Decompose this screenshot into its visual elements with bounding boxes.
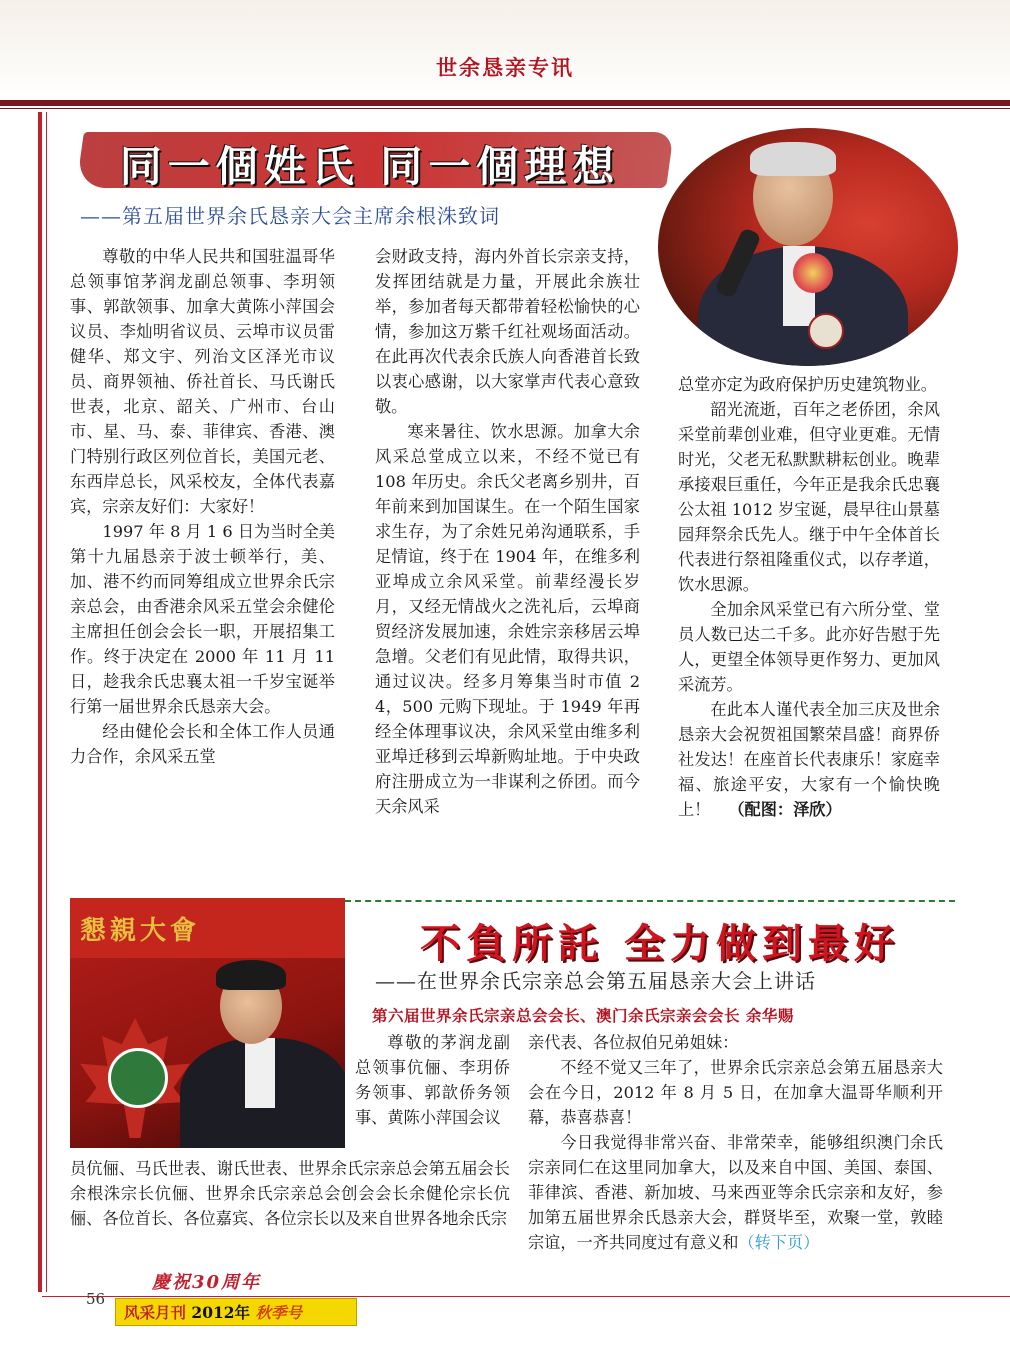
paragraph <box>528 1130 943 1255</box>
left-border-bar <box>38 112 42 1292</box>
header-title: 世余恳亲专讯 <box>436 55 574 80</box>
paragraph: 亲代表、各位叔伯兄弟姐妹： <box>528 1033 739 1052</box>
paragraph: 1997 年 8 月 1 6 日为当时全美第十九届恳亲于波士顿举行，美、加、港不约而同筹组成立世界余氏宗亲总会，由香港余风采五堂会余健伦主席担任创会会长一职，开展招集工作。终于决定在 2000 年 11 月 11 日，趁我余氏忠襄太祖一千岁宝诞举行第一届世界余氏恳亲大会。 <box>70 522 335 716</box>
banner-text: 懇親大會 <box>80 916 201 946</box>
article2-column-wide <box>70 1156 510 1231</box>
magazine-year: 2012年 <box>191 1303 251 1322</box>
emblem-icon <box>108 1048 168 1108</box>
corsage-icon <box>793 253 833 293</box>
article1-column-1 <box>70 244 335 769</box>
president-photo <box>70 898 345 1148</box>
footer-magazine-text <box>124 1301 302 1323</box>
paragraph: 经由健伦会长和全体工作人员通力合作，余风采五堂 <box>70 722 335 766</box>
section-divider <box>345 900 955 902</box>
article1-column-2 <box>375 244 640 819</box>
paragraph: 会财政支持，海内外首长宗亲支持，发挥团结就是力量，开展此余族壮举，参加者每天都带着轻松愉快的心情，参加这万紫千红社观场面活动。在此再次代表余氏族人向香港首长致以衷心感谢，以大家掌声代表心意致敬。 <box>375 247 640 416</box>
magazine-name: 风采月刊 <box>124 1303 187 1322</box>
article2-byline: 第六届世界余氏宗亲总会会长、澳门余氏宗亲会会长 余华赐 <box>372 1006 794 1025</box>
article1-subtitle: ——第五届世界余氏恳亲大会主席余根洙致词 <box>80 204 500 228</box>
paragraph: 尊敬的茅润龙副总领事伉俪、李玥侨务领事、郭歆侨务领事、黄陈小萍国会议 <box>355 1033 510 1127</box>
article1-title: 同一個姓氏 同一個理想 <box>119 142 621 191</box>
paragraph: 员伉俪、马氏世表、谢氏世表、世界余氏宗亲总会第五届会长余根洙宗长伉俪、世界余氏宗亲总会创会会长余健伦宗长伉俪、各位首长、各位嘉宾、各位宗长以及来自世界各地余氏宗 <box>70 1159 510 1228</box>
article1-column-3 <box>678 372 940 822</box>
article2-title: 不負所託 全力做到最好 <box>420 920 900 967</box>
paragraph <box>678 697 940 822</box>
page-number: 56 <box>86 1290 106 1308</box>
paragraph: 全加余风采堂已有六所分堂、堂员人数已达二千多。此亦好告慰于先人，更望全体领导更作努力、更加风采流芳。 <box>678 600 940 694</box>
paragraph: 寒来暑往、饮水思源。加拿大余风采总堂成立以来，不经不觉已有 108 年历史。余氏父老离乡别井，百年前来到加国谋生。在一个陌生国家求生存，为了余姓兄弟沟通联系，手足情谊，终于在 1904 年，在维多利亚埠成立余风采堂。前辈经漫长岁月，又经无情战火之洗礼后，云埠商贸经济发展加速，余姓宗亲移居云埠急增。父老们有见此情，取得共识，通过议决。经多月筹集当时市值 2 4，500 元购下现址。于 1949 年再经全体理事议决，余风采堂由维多利亚埠迁移到云埠新购址地。于中央政府注册成立为一非谋利之侨团。而今天余风采 <box>375 422 640 816</box>
left-border-line <box>46 112 47 1292</box>
anniversary-logo: 慶祝30周年 <box>152 1272 262 1293</box>
paragraph: 韶光流逝，百年之老侨团，余风采堂前辈创业难，但守业更难。无情时光，父老无私默默耕耘创业。晚辈承接艰巨重任，今年正是我余氏忠襄公太祖 1012 岁宝诞，晨早往山景墓园拜祭余氏先人。继于中午全体首长代表进行祭祖隆重仪式，以存孝道，饮水思源。 <box>678 400 940 594</box>
closing-text: 在此本人谨代表全加三庆及世余恳亲大会祝贺祖国繁荣昌盛！商界侨社发达！在座首长代表康乐！家庭幸福、旅途平安，大家有一个愉快晚上！ <box>678 700 940 819</box>
article2-subtitle: ——在世界余氏宗亲总会第五届恳亲大会上讲话 <box>375 969 816 993</box>
president-shirt <box>245 1038 275 1108</box>
speaker-hair <box>750 142 836 176</box>
photo-credit: （配图：泽欣） <box>728 800 842 819</box>
magazine-season: 秋季号 <box>255 1303 302 1322</box>
article2-column-right <box>528 1030 943 1255</box>
footer-rule <box>42 1296 1010 1297</box>
president-hair <box>216 960 286 990</box>
paragraph-text: 今日我觉得非常兴奋、非常荣幸，能够组织澳门余氏宗亲同仁在这里同加拿大，以及来自中国、美国、泰国、菲律滨、香港、新加坡、马来西亚等余氏宗亲和友好，参加第五届世界余氏恳亲大会，群贤毕至，欢聚一堂，敦睦宗谊，一齐共同度过有意义和 <box>528 1133 943 1252</box>
header-thin-rule <box>0 108 1010 109</box>
paragraph: 不经不觉又三年了，世界余氏宗亲总会第五届恳亲大会在今日，2012 年 8 月 5 日，在加拿大温哥华顺利开幕，恭喜恭喜！ <box>528 1058 943 1127</box>
speaker-photo <box>658 128 958 366</box>
paragraph: 总堂亦定为政府保护历史建筑物业。 <box>678 375 937 394</box>
article2-column-narrow <box>355 1030 510 1130</box>
continued-link[interactable]: （转下页） <box>738 1233 820 1252</box>
header-rule <box>0 100 1010 106</box>
badge-icon <box>808 313 844 349</box>
header-band <box>0 0 1010 102</box>
paragraph: 尊敬的中华人民共和国驻温哥华总领事馆茅润龙副总领事、李玥领事、郭歆领事、加拿大黄陈小萍国会议员、李灿明省议员、云埠市议员雷健华、郑文宇、列治文区泽光市议员、商界领袖、侨社首长、马氏谢氏世表，北京、韶关、广州市、台山市、星、马、泰、菲律宾、香港、澳门特别行政区列位首长，美国元老、东西岸总长，风采校友，全体代表嘉宾，宗亲友好们：大家好！ <box>70 247 335 516</box>
